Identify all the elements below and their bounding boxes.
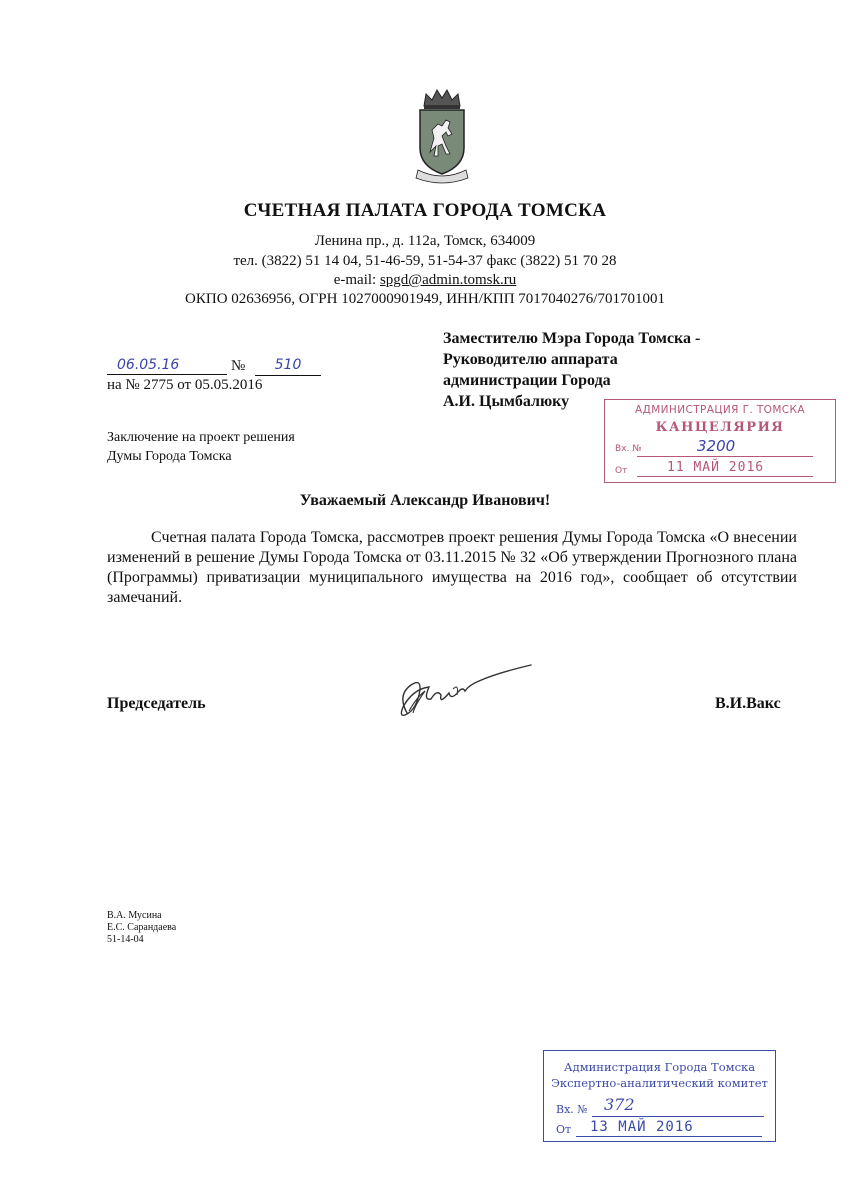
- stamp-in-line: [637, 437, 813, 457]
- email-link[interactable]: spgd@admin.tomsk.ru: [379, 272, 517, 288]
- signatory-title: Председатель: [107, 695, 206, 712]
- number-label: №: [231, 358, 246, 374]
- org-name: СЧЕТНАЯ ПАЛАТА ГОРОДА ТОМСКА: [243, 200, 607, 221]
- email-label: e-mail:: [333, 272, 380, 288]
- stamp-in-label: Вх. №: [615, 444, 642, 454]
- stamp-org: Администрация Города Томска: [563, 1060, 756, 1074]
- subject-block: [107, 428, 295, 466]
- registration-line: [107, 357, 337, 377]
- executor-name: В.А. Мусина: [107, 910, 162, 921]
- stamp-in-label: Вх. №: [556, 1103, 588, 1116]
- stamp-in-number: 3200: [697, 437, 736, 455]
- stamp-org: АДМИНИСТРАЦИЯ Г. ТОМСКА: [635, 404, 805, 416]
- stamp-date: 11 МАЙ 2016: [667, 460, 765, 475]
- subject-line: Заключение на проект решения: [107, 430, 295, 445]
- committee-stamp: [543, 1050, 776, 1142]
- recipient-line: А.И. Цымбалюку: [443, 393, 570, 410]
- executor-name: Е.С. Сарандаева: [107, 922, 177, 933]
- org-email-line: [0, 272, 850, 289]
- executor-phone: 51-14-04: [107, 934, 144, 945]
- stamp-from-line: [576, 1119, 762, 1137]
- org-codes: ОКПО 02636956, ОГРН 1027000901949, ИНН/КПП 7017040276/701701001: [185, 291, 665, 307]
- tomsk-coat-of-arms-icon: [412, 86, 472, 186]
- stamp-from-line: [637, 460, 813, 477]
- executors-block: [107, 910, 176, 946]
- stamp-from-label: От: [615, 466, 628, 476]
- letter-body: Счетная палата Города Томска, рассмотрев проект решения Думы Города Томска «О внесении изменений в решение Думы Города Томска от 03.11.2015 № 32 «Об утверждении Прогнозного плана (Программы) приватизации муниципального имущества на 2016 год», сообщает об отсутствии замечаний.: [107, 529, 797, 606]
- stamp-dept: Экспертно-аналитический комитет: [551, 1076, 768, 1090]
- handwritten-signature: [393, 655, 538, 725]
- chancellery-stamp: [604, 399, 836, 483]
- recipient-line: Заместителю Мэра Города Томска -: [443, 330, 701, 347]
- stamp-from-label: От: [556, 1123, 572, 1136]
- subject-line: Думы Города Томска: [107, 449, 232, 464]
- recipient-line: администрации Города: [443, 372, 611, 389]
- outgoing-date: 06.05.16: [107, 357, 227, 375]
- outgoing-number: 510: [255, 357, 321, 376]
- stamp-date: 13 МАЙ 2016: [590, 1119, 694, 1135]
- reference-line: на № 2775 от 05.05.2016: [107, 377, 263, 393]
- signatory-name: В.И.Вакс: [715, 695, 781, 712]
- org-phones: тел. (3822) 51 14 04, 51-46-59, 51-54-37 факс (3822) 51 70 28: [233, 253, 617, 269]
- org-address: Ленина пр., д. 112а, Томск, 634009: [314, 233, 536, 249]
- stamp-in-line: [592, 1095, 764, 1117]
- stamp-dept: КАНЦЕЛЯРИЯ: [655, 420, 785, 435]
- recipient-line: Руководителю аппарата: [443, 351, 618, 368]
- salutation: Уважаемый Александр Иванович!: [299, 492, 551, 509]
- stamp-in-number: 372: [604, 1095, 635, 1114]
